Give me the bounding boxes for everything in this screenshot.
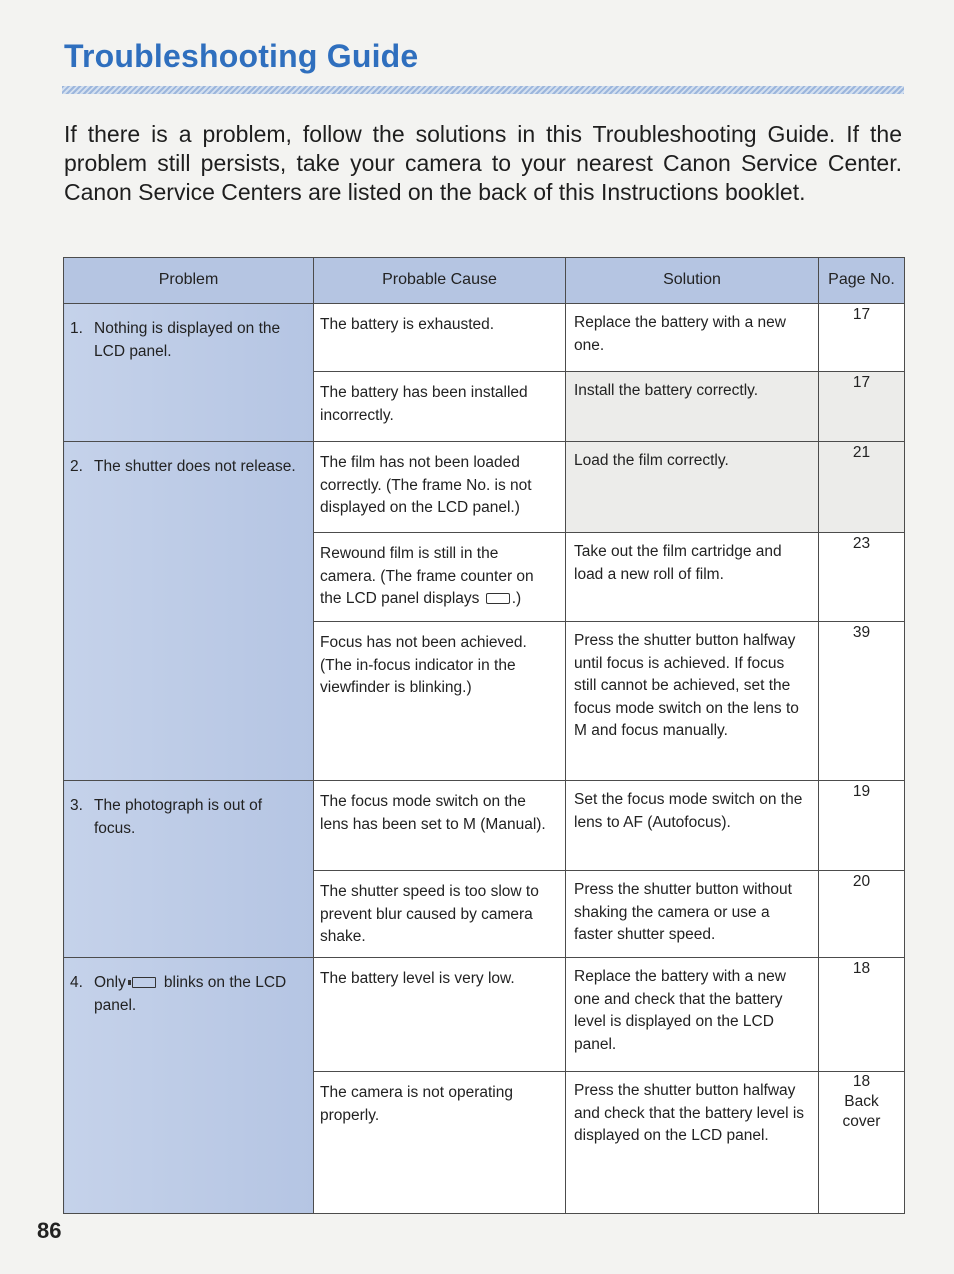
table-row (64, 304, 905, 372)
header-page: Page No. (819, 258, 905, 304)
cause-cell (314, 533, 566, 622)
problem-cell (64, 958, 314, 1214)
cause-cell: The battery level is very low. (314, 958, 566, 1072)
page-ref: Back (844, 1093, 879, 1110)
battery-icon (132, 977, 156, 988)
solution-cell: Replace the battery with a new one. (566, 304, 819, 372)
header-cause: Probable Cause (314, 258, 566, 304)
problem-text: The photograph is out of focus. (94, 797, 263, 837)
solution-cell: Press the shutter button halfway and check that the battery level is displayed on the LCD panel. (566, 1072, 819, 1214)
troubleshooting-table (63, 257, 905, 1214)
table-header-row (64, 258, 905, 304)
problem-cell (64, 304, 314, 442)
page-title: Troubleshooting Guide (64, 38, 419, 74)
page-cell: 18 (819, 958, 905, 1072)
page-cell: 39 (819, 622, 905, 781)
header-solution: Solution (566, 258, 819, 304)
header-problem: Problem (64, 258, 314, 304)
page-cell: 17 (819, 372, 905, 442)
film-cartridge-icon (486, 593, 510, 604)
solution-cell: Replace the battery with a new one and check that the battery level is displayed on the LCD panel. (566, 958, 819, 1072)
cause-text-end: .) (511, 590, 522, 607)
problem-text: The shutter does not release. (94, 458, 296, 475)
cause-cell: The battery is exhausted. (314, 304, 566, 372)
problem-text-end: blinks on the LCD panel. (94, 974, 287, 1014)
cause-cell: The focus mode switch on the lens has been set to M (Manual). (314, 781, 566, 871)
solution-cell: Press the shutter button without shaking the camera or use a faster shutter speed. (566, 871, 819, 958)
solution-cell: Set the focus mode switch on the lens to AF (Autofocus). (566, 781, 819, 871)
title-divider (62, 86, 904, 94)
table-row (64, 442, 905, 533)
cause-cell: The film has not been loaded correctly. (The frame No. is not displayed on the LCD panel.) (314, 442, 566, 533)
problem-number: 2. (70, 458, 83, 475)
page-cell: 17 (819, 304, 905, 372)
problem-number: 4. (70, 974, 83, 991)
table-row (64, 958, 905, 1072)
problem-number: 3. (70, 797, 83, 814)
cause-text: Rewound film is still in the camera. (The frame counter on the LCD panel displays (320, 545, 534, 607)
page-ref: cover (842, 1113, 881, 1130)
problem-cell (64, 442, 314, 781)
problem-number: 1. (70, 320, 83, 337)
solution-cell: Take out the film cartridge and load a new roll of film. (566, 533, 819, 622)
page-number: 86 (37, 1218, 62, 1243)
page-ref: 18 (852, 1073, 871, 1090)
problem-text: Nothing is displayed on the LCD panel. (94, 320, 281, 360)
page-cell: 19 (819, 781, 905, 871)
cause-cell: Focus has not been achieved. (The in-focus indicator in the viewfinder is blinking.) (314, 622, 566, 781)
page-cell: 20 (819, 871, 905, 958)
problem-text: Only (94, 974, 126, 991)
problem-cell (64, 781, 314, 958)
cause-cell: The shutter speed is too slow to prevent blur caused by camera shake. (314, 871, 566, 958)
cause-cell: The camera is not operating properly. (314, 1072, 566, 1214)
cause-cell: The battery has been installed incorrectly. (314, 372, 566, 442)
solution-cell: Press the shutter button halfway until focus is achieved. If focus still cannot be achieved, set the focus mode switch on the lens to M and focus manually. (566, 622, 819, 781)
solution-cell: Load the film correctly. (566, 442, 819, 533)
solution-cell: Install the battery correctly. (566, 372, 819, 442)
page-cell: 21 (819, 442, 905, 533)
page-cell (819, 1072, 905, 1214)
page-cell: 23 (819, 533, 905, 622)
table-row (64, 781, 905, 871)
intro-paragraph: If there is a problem, follow the solutions in this Troubleshooting Guide. If the problem still persists, take your camera to your nearest Canon Service Center. Canon Service Centers are listed on the back of this Instructions booklet. (64, 121, 902, 205)
